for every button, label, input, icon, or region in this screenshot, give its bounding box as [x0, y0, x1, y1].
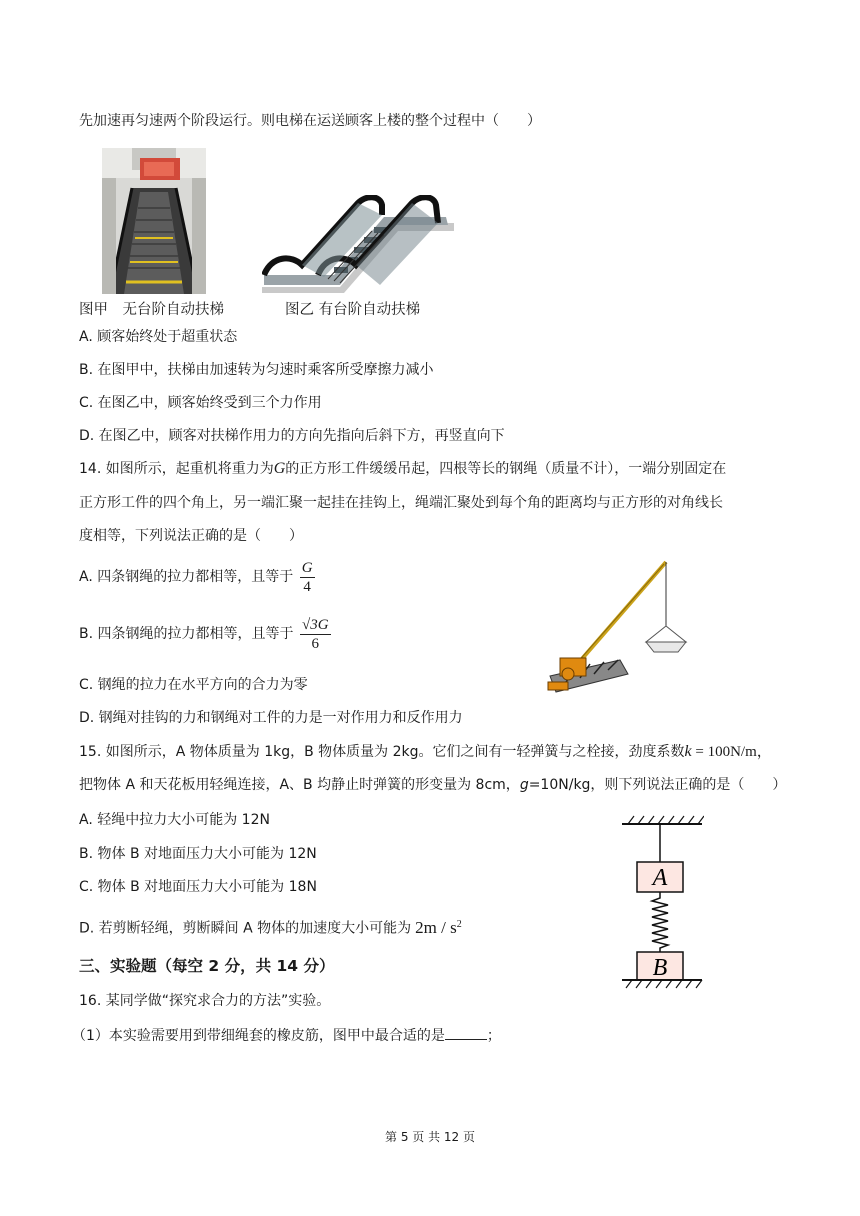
figure-jia-caption: 图甲 无台阶自动扶梯	[79, 302, 224, 318]
q16-stem-line2	[72, 1025, 501, 1046]
answer-blank[interactable]	[445, 1025, 487, 1040]
q15-accel-value: 2m / s	[415, 917, 457, 937]
page-footer: 第 5 页 共 12 页	[385, 1130, 475, 1144]
q14-option-b	[79, 614, 331, 654]
q14-stem-line1	[79, 459, 726, 479]
q14-option-a-text: A. 四条钢绳的拉力都相等，且等于	[79, 569, 294, 585]
q14-stem-line3: 度相等，下列说法正确的是（ ）	[79, 528, 303, 544]
figure-jia-escalator-photo	[102, 148, 206, 294]
q15-stem-part: 15. 如图所示，A 物体质量为 1kg，B 物体质量为 2kg。它们之间有一轻弹簧与之栓接，劲度系数	[79, 744, 685, 760]
q14-option-b-text: B. 四条钢绳的拉力都相等，且等于	[79, 626, 294, 642]
q14-option-a-fraction	[300, 559, 315, 596]
q13-option-a: A. 顾客始终处于超重状态	[79, 329, 238, 345]
q13-option-d: D. 在图乙中，顾客对扶梯作用力的方向先指向后斜下方，再竖直向下	[79, 428, 505, 444]
section-heading-experiment: 三、实验题（每空 2 分，共 14 分）	[79, 957, 335, 975]
q14-option-a	[79, 557, 315, 597]
figure-yi-escalator-steps	[262, 195, 458, 293]
q15-stiffness-value: = 100N/m，	[691, 744, 772, 760]
q14-option-d: D. 钢绳对挂钩的力和钢绳对工件的力是一对作用力和反作用力	[79, 710, 463, 726]
q15-symbol-k: k	[684, 743, 692, 760]
q15-accel-exponent: 2	[456, 919, 462, 930]
q15-option-d-text: D. 若剪断轻绳，剪断瞬间 A 物体的加速度大小可能为	[79, 920, 412, 937]
q15-option-b: B. 物体 B 对地面压力大小可能为 12N	[79, 846, 317, 862]
fraction-numerator: √3G	[301, 616, 329, 633]
figure-yi-caption: 图乙 有台阶自动扶梯	[285, 302, 421, 318]
q14-stem-part: 14. 如图所示，起重机将重力为	[79, 461, 274, 477]
block-a-label: A	[652, 865, 668, 891]
q15-stem-part: 把物体 A 和天花板用轻绳连接，A、B 均静止时弹簧的形变量为 8cm，	[79, 777, 520, 793]
q16-stem-line1: 16. 某同学做“探究求合力的方法”实验。	[79, 993, 331, 1009]
figure-spring-blocks	[620, 812, 704, 992]
q16-stem-part: ；	[486, 1028, 501, 1044]
q14-stem-line2: 正方形工件的四个角上，另一端汇聚一起挂在挂钩上，绳端汇聚处到每个角的距离均与正方形的对角线长	[79, 495, 723, 511]
fraction-denominator: 4	[303, 578, 311, 595]
q15-option-a: A. 轻绳中拉力大小可能为 12N	[79, 812, 270, 828]
q14-option-b-fraction	[300, 616, 331, 653]
q15-stem-line1	[79, 742, 772, 762]
q15-stem-line2	[79, 775, 786, 795]
block-b-label: B	[652, 955, 668, 981]
q15-stem-part: =10N/kg，则下列说法正确的是（ ）	[528, 777, 787, 793]
q13-option-c: C. 在图乙中，顾客始终受到三个力作用	[79, 395, 322, 411]
q15-option-c: C. 物体 B 对地面压力大小可能为 18N	[79, 879, 317, 895]
q13-option-b: B. 在图甲中，扶梯由加速转为匀速时乘客所受摩擦力减小	[79, 362, 434, 378]
q15-option-d	[79, 915, 462, 939]
q13-stem-tail: 先加速再匀速两个阶段运行。则电梯在运送顾客上楼的整个过程中（ ）	[79, 113, 541, 129]
fraction-denominator: 6	[311, 635, 319, 652]
fraction-numerator: G	[301, 559, 313, 576]
figure-crane	[546, 558, 696, 700]
q14-stem-part: 的正方形工件缓缓吊起，四根等长的钢绳（质量不计），一端分别固定在	[285, 461, 727, 477]
q16-stem-part: （1）本实验需要用到带细绳套的橡皮筋，图甲中最合适的是	[72, 1028, 445, 1044]
q15-symbol-g: g	[519, 777, 529, 793]
q14-option-c: C. 钢绳的拉力在水平方向的合力为零	[79, 677, 308, 693]
q14-symbol-g: G	[273, 460, 286, 477]
